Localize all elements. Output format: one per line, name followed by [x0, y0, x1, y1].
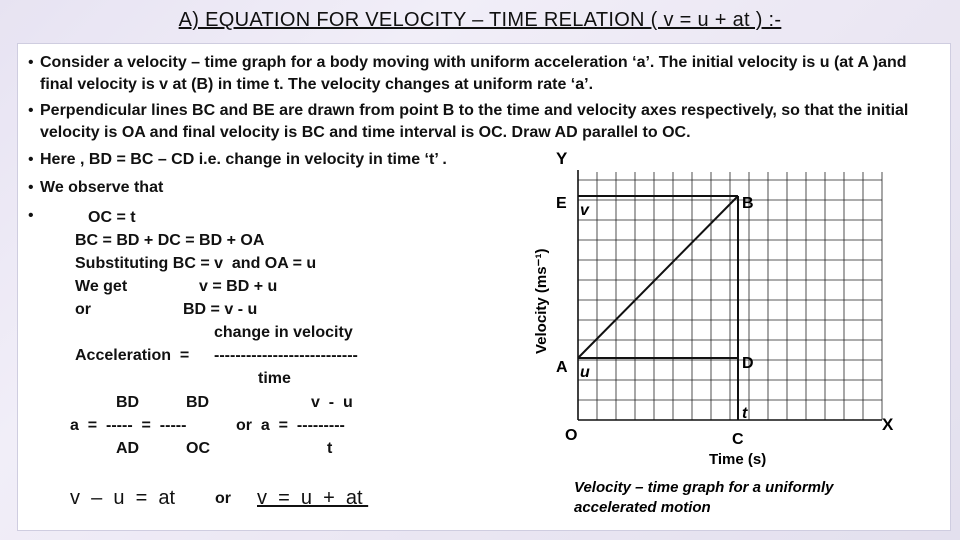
derivation-line-3: Substituting BC = v and OA = u — [75, 255, 317, 272]
derivation-fraction-bar: --------------------------- — [214, 347, 358, 364]
label-v: v — [580, 202, 589, 219]
derivation-denominator: time — [258, 370, 291, 387]
derivation-line-2: BC = BD + DC = BD + OA — [75, 232, 265, 249]
label-D: D — [742, 355, 754, 372]
final-or: or — [215, 490, 231, 507]
bullet-2: • Perpendicular lines BC and BE are drawn from point B to the time and velocity axes respectively, so that the initial velocity is OA and final velocity is BC and time interval is OC. Draw AD parallel to OC. — [22, 100, 942, 144]
final-equation-2: v = u + at — [257, 487, 369, 509]
label-E: E — [556, 195, 567, 212]
final-equation-1: v – u = at — [70, 487, 176, 509]
label-A: A — [556, 359, 568, 376]
fraction-denominator-3: t — [327, 440, 333, 457]
derivation-numerator: change in velocity — [214, 324, 353, 341]
slide-title-text: A) EQUATION FOR VELOCITY – TIME RELATION ( v = u + at ) :- — [178, 9, 782, 31]
bullet-3: • Here , BD = BC – CD i.e. change in velocity in time ‘t’ . — [22, 149, 942, 171]
fraction-numerator-2: BD — [186, 394, 210, 411]
derivation-line-4-label: We get — [75, 278, 128, 295]
derivation-acceleration-label: Acceleration = — [75, 347, 190, 364]
label-t: t — [742, 405, 748, 422]
derivation-line-1: OC = t — [88, 209, 136, 226]
bullet-4: • We observe that — [22, 177, 942, 199]
y-axis-title: Velocity (ms⁻¹) — [533, 248, 550, 354]
label-B: B — [742, 195, 754, 212]
derivation-line-4-eq: v = BD + u — [199, 278, 278, 295]
fraction-numerator-3: v - u — [311, 394, 353, 411]
graph-caption-line-1: Velocity – time graph for a uniformly — [574, 479, 834, 496]
graph-caption-line-2: accelerated motion — [574, 499, 711, 516]
label-X: X — [882, 415, 894, 434]
derivation-line-5-label: or — [75, 301, 91, 318]
label-u: u — [580, 364, 590, 381]
derivation-line-5-eq: BD = v - u — [183, 301, 258, 318]
bullet-1: • Consider a velocity – time graph for a body moving with uniform acceleration ‘a’. The initial velocity is u (at A )and final velocity is v at (B) in time t. The velocity changes at uniform rate ‘a’. — [22, 52, 942, 96]
x-axis-title: Time (s) — [709, 451, 767, 468]
label-C: C — [732, 431, 744, 448]
label-Y: Y — [556, 149, 568, 168]
fraction-denominator-2: OC — [186, 440, 210, 457]
fraction-equation-right: or a = --------- — [236, 417, 345, 434]
fraction-equation-left: a = ----- = ----- — [70, 417, 187, 434]
graph-grid — [578, 172, 882, 420]
fraction-denominator-1: AD — [116, 440, 140, 457]
label-O: O — [565, 427, 578, 444]
fraction-numerator-1: BD — [116, 394, 140, 411]
